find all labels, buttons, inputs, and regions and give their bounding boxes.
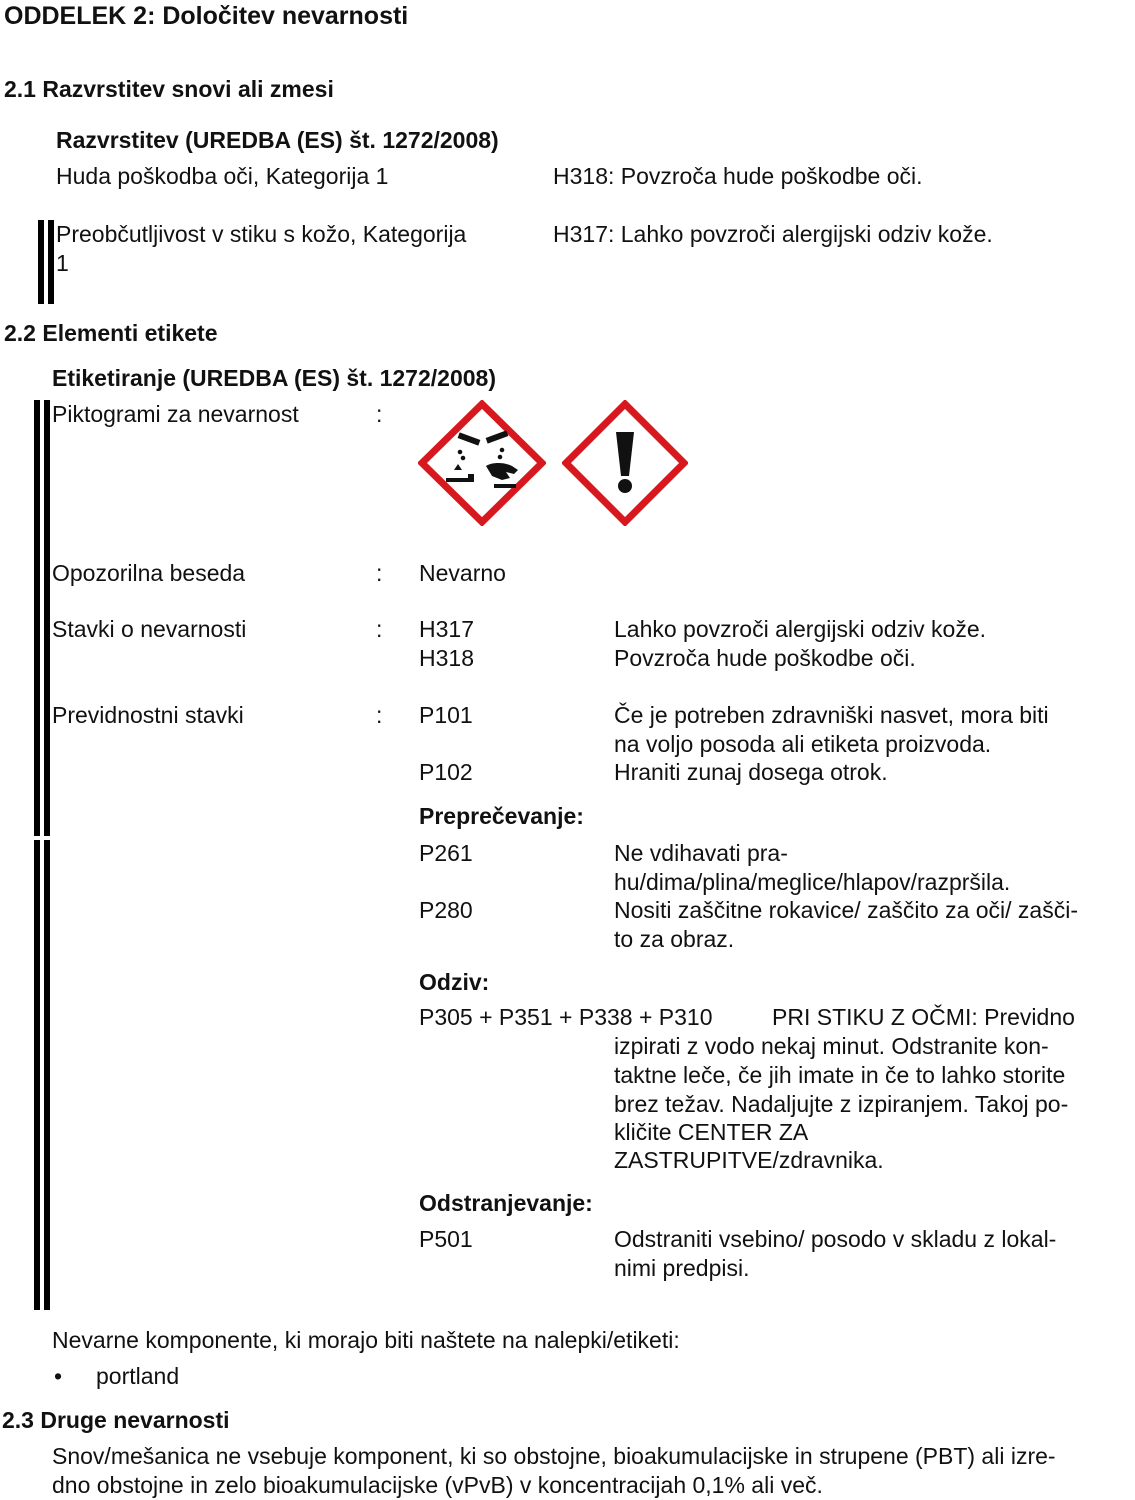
- component-name: portland: [96, 1363, 180, 1389]
- revision-bar: [34, 840, 40, 1310]
- precaution-text: brez težav. Nadaljujte z izpiranjem. Takoj po-: [614, 1091, 1069, 1117]
- precaution-text: nimi predpisi.: [614, 1255, 750, 1281]
- heading-2-1: 2.1 Razvrstitev snovi ali zmesi: [4, 76, 334, 102]
- revision-bar: [44, 840, 50, 1310]
- exclamation-mark-pictogram-icon: [562, 400, 688, 526]
- precaution-text: kličite CENTER ZA: [614, 1119, 809, 1145]
- classification-row-1-class: Huda poškodba oči, Kategorija 1: [56, 163, 389, 189]
- precaution-code: P101: [419, 702, 473, 728]
- signal-word-label: Opozorilna beseda: [52, 560, 246, 586]
- disposal-heading: Odstranjevanje:: [419, 1190, 593, 1216]
- hazard-code: H317: [419, 616, 474, 642]
- bullet: •: [54, 1363, 63, 1389]
- corrosion-pictogram-icon: [418, 400, 546, 526]
- heading-2-3: 2.3 Druge nevarnosti: [2, 1407, 230, 1433]
- other-hazards-text: Snov/mešanica ne vsebuje komponent, ki so obstojne, bioakumulacijske in strupene (PBT) ali izre-: [52, 1443, 1056, 1469]
- hazard-text: Lahko povzroči alergijski odziv kože.: [614, 616, 987, 642]
- precaution-text: Ne vdihavati pra-: [614, 840, 788, 866]
- classification-row-2-class-cont: 1: [56, 250, 69, 276]
- precautionary-statements-label: Previdnostni stavki: [52, 702, 244, 728]
- precaution-text: Če je potreben zdravniški nasvet, mora biti: [614, 702, 1049, 728]
- classification-row-2-class: Preobčutljivost v stiku s kožo, Kategorija: [56, 221, 467, 247]
- precaution-text: na voljo posoda ali etiketa proizvoda.: [614, 731, 992, 757]
- revision-bar: [34, 400, 40, 836]
- colon: :: [376, 560, 383, 586]
- prevention-heading: Preprečevanje:: [419, 803, 584, 829]
- pictograms-label: Piktogrami za nevarnost: [52, 401, 299, 427]
- precaution-code: P305 + P351 + P338 + P310: [419, 1004, 713, 1030]
- colon: :: [376, 616, 383, 642]
- section-title: ODDELEK 2: Določitev nevarnosti: [4, 2, 409, 30]
- classification-subheading: Razvrstitev (UREDBA (ES) št. 1272/2008): [56, 127, 499, 153]
- precaution-text: izpirati z vodo nekaj minut. Odstranite kon-: [614, 1033, 1049, 1059]
- other-hazards-text: dno obstojne in zelo bioakumulacijske (vPvB) v koncentracijah 0,1% ali več.: [52, 1472, 823, 1498]
- colon: :: [376, 401, 383, 427]
- colon: :: [376, 702, 383, 728]
- hazard-text: Povzroča hude poškodbe oči.: [614, 645, 916, 671]
- precaution-code: P280: [419, 897, 473, 923]
- precaution-code: P102: [419, 759, 473, 785]
- precaution-text: to za obraz.: [614, 926, 735, 952]
- precaution-text: Odstraniti vsebino/ posodo v skladu z lokal-: [614, 1226, 1057, 1252]
- precaution-text: Nositi zaščitne rokavice/ zaščito za oči/ zašči-: [614, 897, 1078, 923]
- precaution-code: P501: [419, 1226, 473, 1252]
- precaution-text: taktne leče, če jih imate in če to lahko storite: [614, 1062, 1066, 1088]
- revision-bar: [44, 400, 50, 836]
- precaution-text: ZASTRUPITVE/zdravnika.: [614, 1147, 884, 1173]
- precaution-text: Hraniti zunaj dosega otrok.: [614, 759, 888, 785]
- classification-row-2-statement: H317: Lahko povzroči alergijski odziv kože.: [553, 221, 993, 247]
- response-heading: Odziv:: [419, 969, 490, 995]
- revision-bar: [38, 220, 44, 304]
- hazard-statements-label: Stavki o nevarnosti: [52, 616, 247, 642]
- precaution-text: hu/dima/plina/meglice/hlapov/razpršila.: [614, 869, 1011, 895]
- precaution-code: P261: [419, 840, 473, 866]
- precaution-text: PRI STIKU Z OČMI: Previdno: [772, 1004, 1075, 1030]
- heading-2-2: 2.2 Elementi etikete: [4, 320, 218, 346]
- classification-row-1-statement: H318: Povzroča hude poškodbe oči.: [553, 163, 923, 189]
- hazardous-components-intro: Nevarne komponente, ki morajo biti naštete na nalepki/etiketi:: [52, 1327, 680, 1353]
- labelling-subheading: Etiketiranje (UREDBA (ES) št. 1272/2008): [52, 365, 496, 391]
- hazard-code: H318: [419, 645, 474, 671]
- signal-word-value: Nevarno: [419, 560, 506, 586]
- revision-bar: [48, 220, 54, 304]
